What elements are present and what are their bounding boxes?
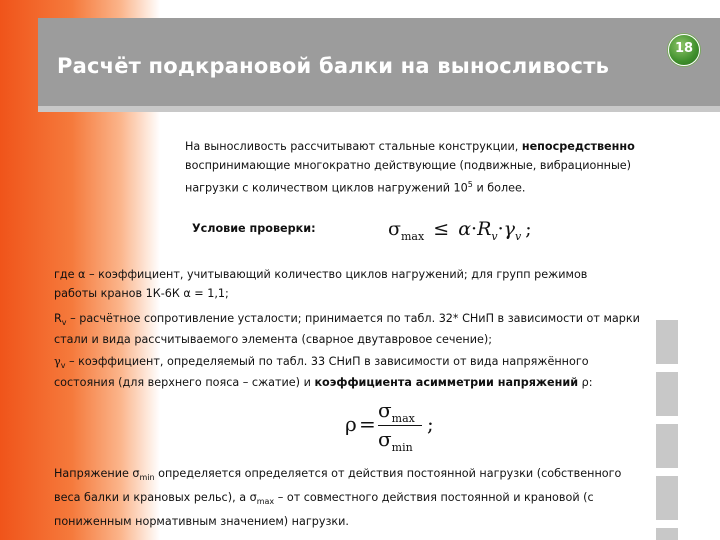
rho-formula: ρ = $\sigma_{max}$ $\sigma_{min}$ ; — [345, 398, 434, 454]
stress-paragraph: Напряжение $\sigma_{min}$ определяется определяется от действия постоянной нагрузки (собственного веса балки и крановых рельс), а $\sigma_{max}$ – от совместного действия постоянной и крановой (с пониженным нормативным значением) нагрузки. — [54, 467, 622, 529]
check-formula: $\sigma_{max} \le \alpha\cdot R_v\cdot\gamma_v$ ; — [388, 218, 532, 243]
rv-paragraph: $R_v$ – расчётное сопротивление усталости; принимается по табл. 32* СНиП в зависимости от марки стали и вида рассчитываемого элемента (сварное двутавровое сечение); — [54, 312, 640, 347]
slide-title: Расчёт подкрановой балки на выносливость — [57, 54, 610, 78]
decor-bar — [656, 476, 678, 520]
decor-bar — [656, 528, 678, 540]
decor-bar — [656, 372, 678, 416]
slide-number: 18 — [674, 41, 694, 56]
rho-denominator: $\sigma_{min}$ — [378, 427, 413, 454]
gamma-paragraph: $\gamma_v$ – коэффициент, определяемый по табл. 33 СНиП в зависимости от вида напряжённого состояния (для верхнего пояса – сжатие) и коэффициента асимметрии напряжений ρ: — [54, 355, 593, 390]
slide-number-badge — [668, 34, 700, 66]
decor-bar — [656, 424, 678, 468]
intro-paragraph: На выносливость рассчитывают стальные конструкции, непосредственно воспринимающие многократно действующие (подвижные, вибрационные) нагрузки с количеством циклов нагружений $10^5$ и более. — [185, 140, 635, 195]
condition-label: Условие проверки: — [192, 222, 316, 235]
title-bar-underline — [38, 106, 720, 112]
alpha-paragraph: где α – коэффициент, учитывающий количество циклов нагружений; для групп режимов работы кранов 1К-6К α = 1,1; — [54, 268, 588, 300]
decor-bar — [656, 320, 678, 364]
fraction-line — [378, 425, 422, 426]
rho-numerator: $\sigma_{max}$ — [378, 398, 415, 425]
right-decorative-bars — [656, 320, 678, 540]
